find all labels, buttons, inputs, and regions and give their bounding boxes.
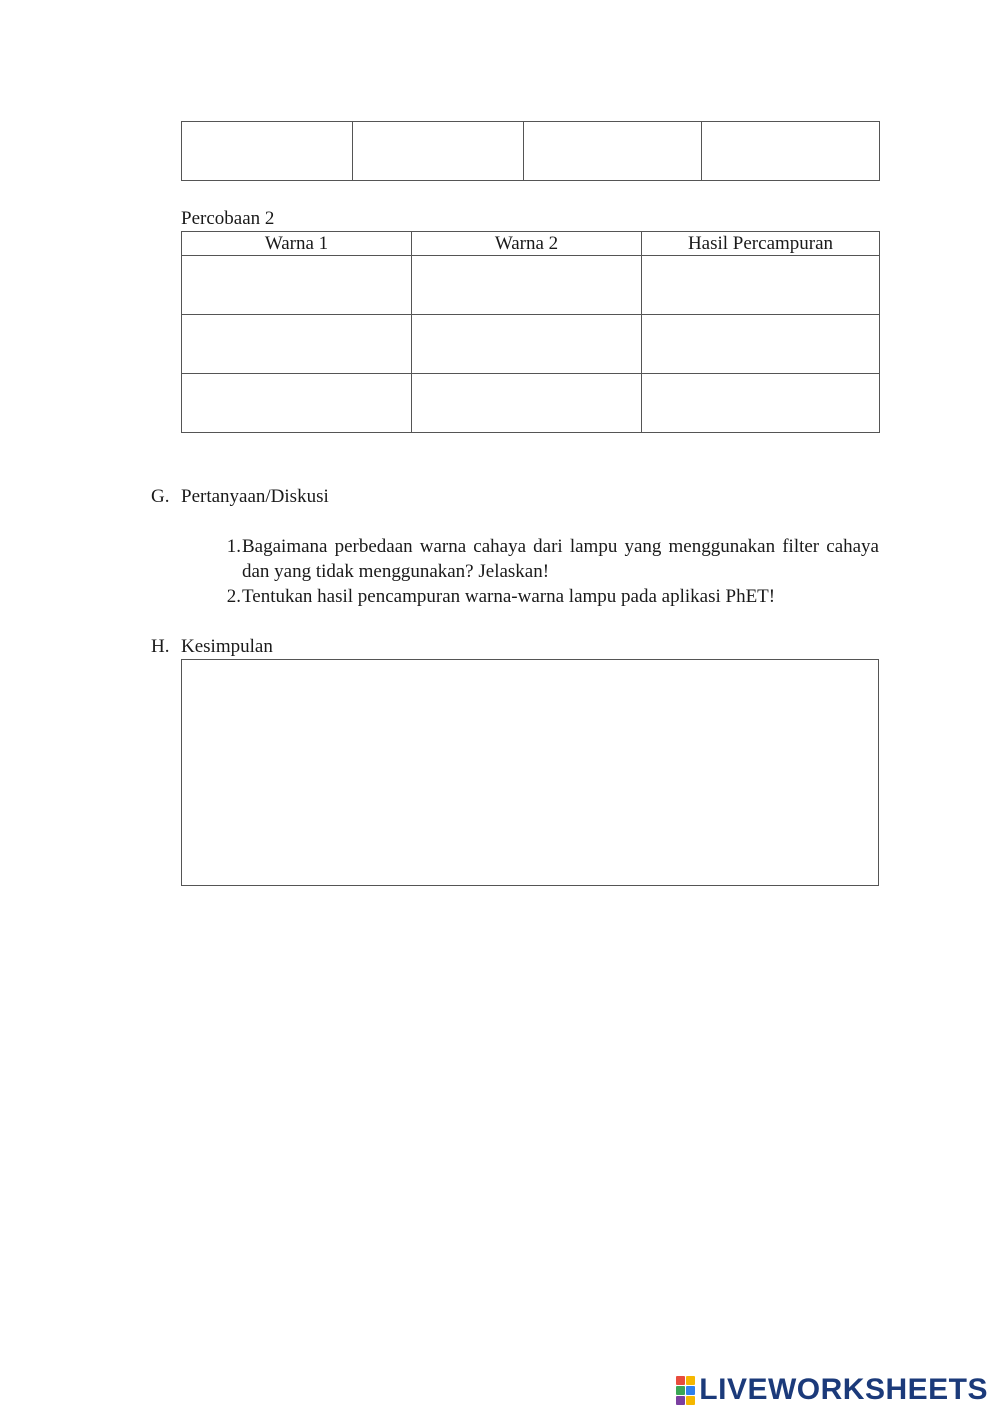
section-g-letter: G.: [151, 486, 170, 507]
answer-cell[interactable]: [182, 256, 412, 315]
kesimpulan-answer-box[interactable]: [181, 659, 879, 886]
percobaan-2-table: [181, 231, 880, 433]
section-h-letter: H.: [151, 636, 170, 657]
section-h-title: Kesimpulan: [181, 636, 273, 657]
table-row: [182, 315, 880, 374]
answer-cell[interactable]: [702, 122, 880, 181]
header-warna-1: Warna 1: [182, 232, 412, 256]
answer-cell[interactable]: [642, 256, 880, 315]
answer-cell[interactable]: [642, 374, 880, 433]
table-row: [182, 122, 880, 181]
question-text: Tentukan hasil pencampuran warna-warna lampu pada aplikasi PhET!: [242, 586, 776, 607]
table-header-row: [182, 232, 880, 256]
header-warna-2: Warna 2: [412, 232, 642, 256]
logo-text: LIVEWORKSHEETS: [699, 1373, 988, 1406]
answer-cell[interactable]: [182, 122, 353, 181]
answer-cell[interactable]: [412, 374, 642, 433]
table-row: [182, 256, 880, 315]
answer-cell[interactable]: [182, 374, 412, 433]
liveworksheets-logo: [676, 1374, 988, 1406]
logo-mark-icon: [676, 1376, 695, 1405]
answer-cell[interactable]: [353, 122, 524, 181]
question-number: 2.: [226, 586, 241, 607]
question-item-1: [211, 534, 879, 584]
header-hasil-percampuran: Hasil Percampuran: [642, 232, 880, 256]
answer-cell[interactable]: [412, 315, 642, 374]
section-g-title: Pertanyaan/Diskusi: [181, 486, 329, 507]
answer-cell[interactable]: [524, 122, 702, 181]
question-number: 1.: [226, 536, 241, 557]
question-item-2: [211, 584, 879, 609]
percobaan-2-title: Percobaan 2: [181, 208, 275, 229]
answer-cell[interactable]: [182, 315, 412, 374]
question-text: Bagaimana perbedaan warna cahaya dari lampu yang menggunakan filter cahaya dan yang tidak menggunakan? Jelaskan!: [242, 536, 879, 582]
answer-cell[interactable]: [412, 256, 642, 315]
table-row: [182, 374, 880, 433]
top-answer-table: [181, 121, 880, 181]
answer-cell[interactable]: [642, 315, 880, 374]
